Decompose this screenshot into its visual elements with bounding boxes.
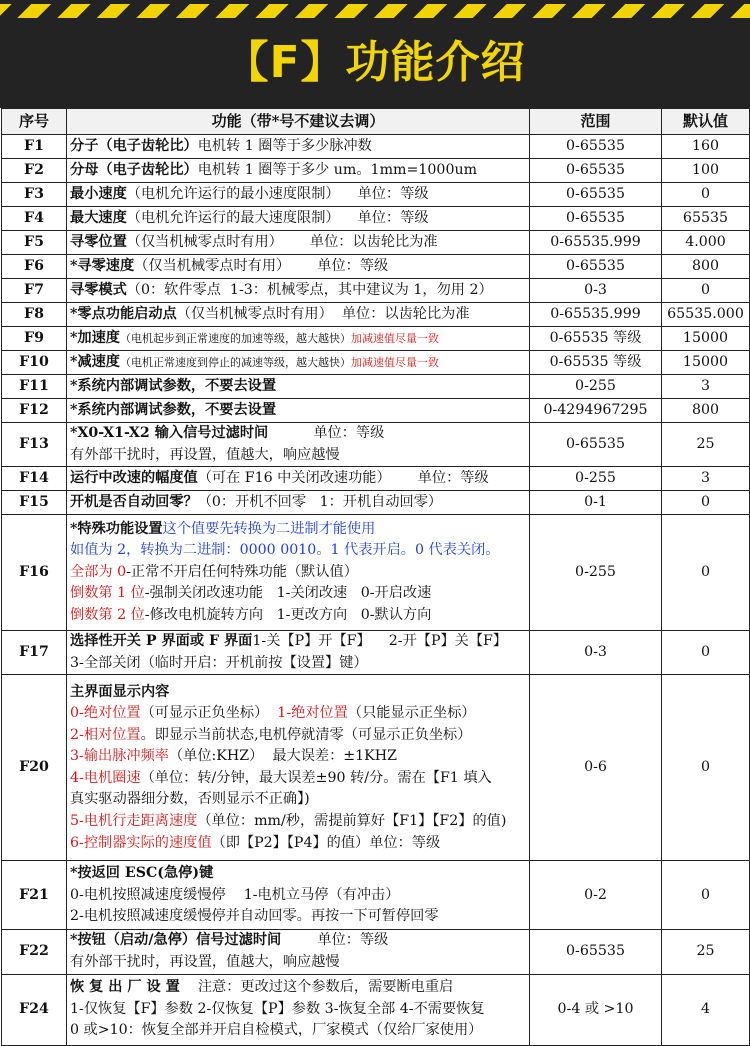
description-segment: （电机正常速度到停止的减速等级，越大越快） <box>119 355 351 369</box>
param-description <box>67 974 530 1045</box>
description-segment: 真实驱动器细分数，否则显示不正确】) <box>70 791 310 808</box>
param-description <box>67 631 530 675</box>
table-row <box>2 861 750 930</box>
param-description <box>67 207 530 231</box>
description-segment: 2-相对位置 <box>70 726 141 743</box>
param-range: 0-65535.999 <box>530 231 662 255</box>
param-range: 0-65535 <box>530 183 662 207</box>
table-row <box>2 135 750 159</box>
table-row <box>2 255 750 279</box>
description-segment: 3-全部关闭（临时开启：开机前按【设置】键） <box>70 654 368 671</box>
description-line <box>70 653 526 675</box>
param-default: 800 <box>662 255 750 279</box>
param-description <box>67 303 530 327</box>
description-segment: （电机允许运行的最大速度限制） 单位：等级 <box>126 209 429 226</box>
hazard-stripe <box>0 4 750 18</box>
description-segment: 有外部干扰时，再设置，值越大，响应越慢 <box>70 953 340 970</box>
header-function: 功能（带*号不建议去调） <box>67 109 530 135</box>
description-line <box>70 160 526 182</box>
description-segment: -强制关闭改速功能 1-关闭改速 0-开启改速 <box>144 585 432 602</box>
description-segment: -正常不开启任何特殊功能（默认值） <box>126 563 358 580</box>
description-line <box>70 906 526 928</box>
param-range: 0-1 <box>530 491 662 515</box>
description-segment: 1-仅恢复【F】参数 2-仅恢复【P】参数 3-恢复全部 4-不需要恢复 <box>70 1000 485 1017</box>
description-line <box>70 304 526 326</box>
param-default: 15000 <box>662 327 750 351</box>
param-id: F1 <box>2 135 67 159</box>
description-segment: 全部为 0 <box>70 563 127 580</box>
description-segment: 加减速值尽量一致 <box>350 355 439 369</box>
param-id: F12 <box>2 399 67 423</box>
table-row <box>2 515 750 631</box>
description-segment: （即【P2】【P4】的值）单位：等级 <box>211 834 441 851</box>
table-row <box>2 375 750 399</box>
param-id: F17 <box>2 631 67 675</box>
param-range: 0-65535 等级 <box>530 351 662 375</box>
description-segment: 倒数第 1 位 <box>70 585 145 602</box>
table-row <box>2 399 750 423</box>
param-description <box>67 327 530 351</box>
param-range: 0-65535 <box>530 930 662 974</box>
description-segment: （电机起步到正常速度的加速等级，越大越快） <box>119 331 351 345</box>
description-segment: 电机转 1 圈等于多少 um。1mm=1000um <box>197 161 478 178</box>
description-line <box>70 423 526 445</box>
param-range: 0-4294967295 <box>530 399 662 423</box>
description-segment: *按返回 ESC(急停)键 <box>70 864 214 881</box>
description-segment: （仅当机械零点时有用） 单位：以齿轮比为准 <box>176 305 470 322</box>
description-segment: （仅当机械零点时有用） 单位：以齿轮比为准 <box>126 233 438 250</box>
description-line <box>70 789 526 811</box>
description-line <box>70 445 526 467</box>
description-segment: 4-电机圈速 <box>70 769 141 786</box>
description-segment: *零点功能启动点 <box>70 305 177 322</box>
table-row <box>2 491 750 515</box>
description-line <box>70 746 526 768</box>
description-segment: *系统内部调试参数，不要去设置 <box>70 401 277 418</box>
description-segment: *寻零速度 <box>70 257 135 274</box>
description-line <box>70 492 526 514</box>
param-description <box>67 159 530 183</box>
param-range: 0-3 <box>530 279 662 303</box>
description-segment: 寻零模式 <box>70 281 127 298</box>
param-range: 0-65535 <box>530 135 662 159</box>
description-segment: （可在 F16 中关闭改速功能） 单位：等级 <box>197 469 489 486</box>
param-range: 0-65535 <box>530 159 662 183</box>
table-row <box>2 303 750 327</box>
description-segment: 0 或>10：恢复全部并开启自检模式，厂家模式（仅给厂家使用） <box>70 1022 483 1039</box>
table-row <box>2 327 750 351</box>
param-default: 3 <box>662 467 750 491</box>
function-table <box>1 108 750 1046</box>
param-range: 0-2 <box>530 861 662 930</box>
param-default: 15000 <box>662 351 750 375</box>
param-description <box>67 861 530 930</box>
param-range: 0-3 <box>530 631 662 675</box>
description-segment: （电机允许运行的最小速度限制） 单位：等级 <box>126 185 429 202</box>
description-line <box>70 562 526 584</box>
param-range: 0-65535.999 <box>530 303 662 327</box>
description-line <box>70 703 526 725</box>
description-segment: （可显示正负坐标） <box>140 705 278 722</box>
description-segment: *X0-X1-X2 输入信号过滤时间 <box>70 425 269 441</box>
param-description <box>67 399 530 423</box>
param-id: F20 <box>2 675 67 861</box>
description-segment: 运行中改速的幅度值 <box>70 469 198 486</box>
description-line <box>70 833 526 855</box>
description-line <box>70 136 526 158</box>
param-default: 25 <box>662 423 750 467</box>
param-default: 65535 <box>662 207 750 231</box>
description-segment: 开机是否自动回零？ <box>70 493 198 510</box>
param-range: 0-255 <box>530 515 662 631</box>
description-line <box>70 999 526 1021</box>
description-segment: （0：软件零点 1-3：机械零点，其中建议为 1，勿用 2） <box>126 281 493 298</box>
description-segment: 0-绝对位置 <box>70 705 141 722</box>
description-segment: 倒数第 2 位 <box>70 607 145 624</box>
param-range: 0-65535 等级 <box>530 327 662 351</box>
header-range: 范围 <box>530 109 662 135</box>
param-description <box>67 491 530 515</box>
description-segment: 选择性开关 P 界面或 F 界面 <box>70 633 253 650</box>
description-segment: -修改电机旋转方向 1-更改方向 0-默认方向 <box>144 607 432 624</box>
description-segment: *减速度 <box>70 353 120 370</box>
param-default: 4 <box>662 974 750 1045</box>
description-line <box>70 952 526 974</box>
param-range: 0-65535 <box>530 423 662 467</box>
description-line <box>70 468 526 490</box>
table-row <box>2 974 750 1045</box>
description-segment: 分母（电子齿轮比） <box>70 161 198 178</box>
param-id: F4 <box>2 207 67 231</box>
param-id: F3 <box>2 183 67 207</box>
description-line <box>70 1020 526 1042</box>
description-segment: 1-绝对位置 <box>277 705 348 722</box>
description-line <box>70 682 526 704</box>
description-segment: 最大速度 <box>70 209 127 226</box>
param-range: 0-4 或 >10 <box>530 974 662 1045</box>
param-default: 0 <box>662 861 750 930</box>
description-line <box>70 631 526 653</box>
description-segment: 2-电机按照减速度缓慢停并自动回零。再按一下可暂停回零 <box>70 908 439 925</box>
description-segment: 分子（电子齿轮比） <box>70 137 198 154</box>
param-description <box>67 423 530 467</box>
description-segment: 这个值要先转换为二进制才能使用 <box>162 520 376 537</box>
param-id: F14 <box>2 467 67 491</box>
table-row <box>2 183 750 207</box>
table-row <box>2 631 750 675</box>
header-no: 序号 <box>2 109 67 135</box>
description-line <box>70 376 526 398</box>
description-line <box>70 256 526 278</box>
description-line <box>70 208 526 230</box>
description-segment: 3-输出脉冲频率 <box>70 748 169 765</box>
param-default: 160 <box>662 135 750 159</box>
param-id: F10 <box>2 351 67 375</box>
description-line <box>70 280 526 302</box>
description-segment: 6-控制器实际的速度值 <box>70 834 212 851</box>
param-id: F8 <box>2 303 67 327</box>
param-description <box>67 255 530 279</box>
table-row <box>2 675 750 861</box>
description-segment: 0-电机按照减速度缓慢停 1-电机立马停（有冲击） <box>70 886 400 903</box>
param-id: F2 <box>2 159 67 183</box>
description-segment: *加速度 <box>70 329 120 346</box>
param-id: F6 <box>2 255 67 279</box>
param-range: 0-65535 <box>530 207 662 231</box>
description-segment: 恢 复 出 厂 设 置 <box>70 979 180 996</box>
param-description <box>67 183 530 207</box>
table-row <box>2 231 750 255</box>
description-line <box>70 400 526 422</box>
param-description <box>67 135 530 159</box>
param-default: 100 <box>662 159 750 183</box>
description-segment: 1-关【P】开【F】 2-开【P】关【F】 <box>252 633 508 650</box>
param-default: 0 <box>662 515 750 631</box>
description-line <box>70 768 526 790</box>
description-segment: 电机转 1 圈等于多少脉冲数 <box>197 137 372 154</box>
description-segment: （只能显示正坐标） <box>347 705 476 722</box>
param-range: 0-255 <box>530 467 662 491</box>
param-description <box>67 231 530 255</box>
param-id: F11 <box>2 375 67 399</box>
param-default: 0 <box>662 279 750 303</box>
param-range: 0-255 <box>530 375 662 399</box>
table-row <box>2 351 750 375</box>
param-description <box>67 675 530 861</box>
description-line <box>70 725 526 747</box>
page-title: 【F】功能介绍 <box>224 37 526 88</box>
description-line <box>70 232 526 254</box>
description-segment: 寻零位置 <box>70 233 127 250</box>
table-row <box>2 467 750 491</box>
description-segment: （单位:KHZ） 最大误差：±1KHZ <box>168 748 398 765</box>
description-line <box>70 930 526 952</box>
table-row <box>2 423 750 467</box>
description-line <box>70 352 526 374</box>
description-segment: 注意：更改过这个参数后，需要断电重启 <box>179 979 454 996</box>
param-default: 0 <box>662 183 750 207</box>
param-range: 0-65535 <box>530 255 662 279</box>
description-segment: 有外部干扰时，再设置，值越大，响应越慢 <box>70 446 340 463</box>
param-id: F24 <box>2 974 67 1045</box>
table-row <box>2 930 750 974</box>
description-line <box>70 885 526 907</box>
param-description <box>67 467 530 491</box>
description-segment: 单位：等级 <box>268 425 385 441</box>
param-id: F15 <box>2 491 67 515</box>
description-segment: 单位：等级 <box>281 932 389 949</box>
param-default: 65535.000 <box>662 303 750 327</box>
param-default: 0 <box>662 675 750 861</box>
param-description <box>67 279 530 303</box>
param-description <box>67 930 530 974</box>
param-default: 800 <box>662 399 750 423</box>
table-body <box>2 135 750 1046</box>
param-description <box>67 375 530 399</box>
description-segment: 如值为 2，转换为二进制：0000 0010。1 代表开启。0 代表关闭。 <box>70 542 500 559</box>
param-range: 0-6 <box>530 675 662 861</box>
param-default: 3 <box>662 375 750 399</box>
description-line <box>70 540 526 562</box>
description-line <box>70 184 526 206</box>
param-default: 4.000 <box>662 231 750 255</box>
header-row <box>2 109 750 135</box>
header-default: 默认值 <box>662 109 750 135</box>
param-id: F5 <box>2 231 67 255</box>
param-description <box>67 515 530 631</box>
description-segment: *系统内部调试参数，不要去设置 <box>70 377 277 394</box>
table-row <box>2 207 750 231</box>
param-id: F9 <box>2 327 67 351</box>
description-segment: （单位：mm/秒，需提前算好【F1】【F2】的值) <box>197 813 507 830</box>
description-segment: 5-电机行走距离速度 <box>70 813 198 830</box>
description-line <box>70 328 526 350</box>
param-default: 0 <box>662 491 750 515</box>
param-id: F21 <box>2 861 67 930</box>
description-segment: （仅当机械零点时有用） 单位：等级 <box>134 257 389 274</box>
param-id: F13 <box>2 423 67 467</box>
description-line <box>70 863 526 885</box>
param-description <box>67 351 530 375</box>
description-segment: *特殊功能设置 <box>70 520 163 537</box>
description-segment: 。即显示当前状态,电机停就清零（可显示正负坐标） <box>140 726 472 743</box>
description-segment: *按钮（启动/急停）信号过滤时间 <box>70 932 282 949</box>
param-default: 0 <box>662 631 750 675</box>
description-segment: （0：开机不回零 1：开机自动回零） <box>197 493 443 510</box>
description-segment: 加减速值尽量一致 <box>350 331 439 345</box>
table-row <box>2 279 750 303</box>
description-line <box>70 519 526 541</box>
title-banner <box>0 0 750 108</box>
param-id: F22 <box>2 930 67 974</box>
description-line <box>70 811 526 833</box>
table-row <box>2 159 750 183</box>
description-line <box>70 977 526 999</box>
param-id: F7 <box>2 279 67 303</box>
description-segment: （单位：转/分钟，最大误差±90 转/分。需在【F1 填入 <box>140 769 492 786</box>
description-segment: 主界面显示内容 <box>70 683 170 700</box>
param-default: 25 <box>662 930 750 974</box>
description-segment: 最小速度 <box>70 185 127 202</box>
description-line <box>70 605 526 627</box>
param-id: F16 <box>2 515 67 631</box>
description-line <box>70 583 526 605</box>
